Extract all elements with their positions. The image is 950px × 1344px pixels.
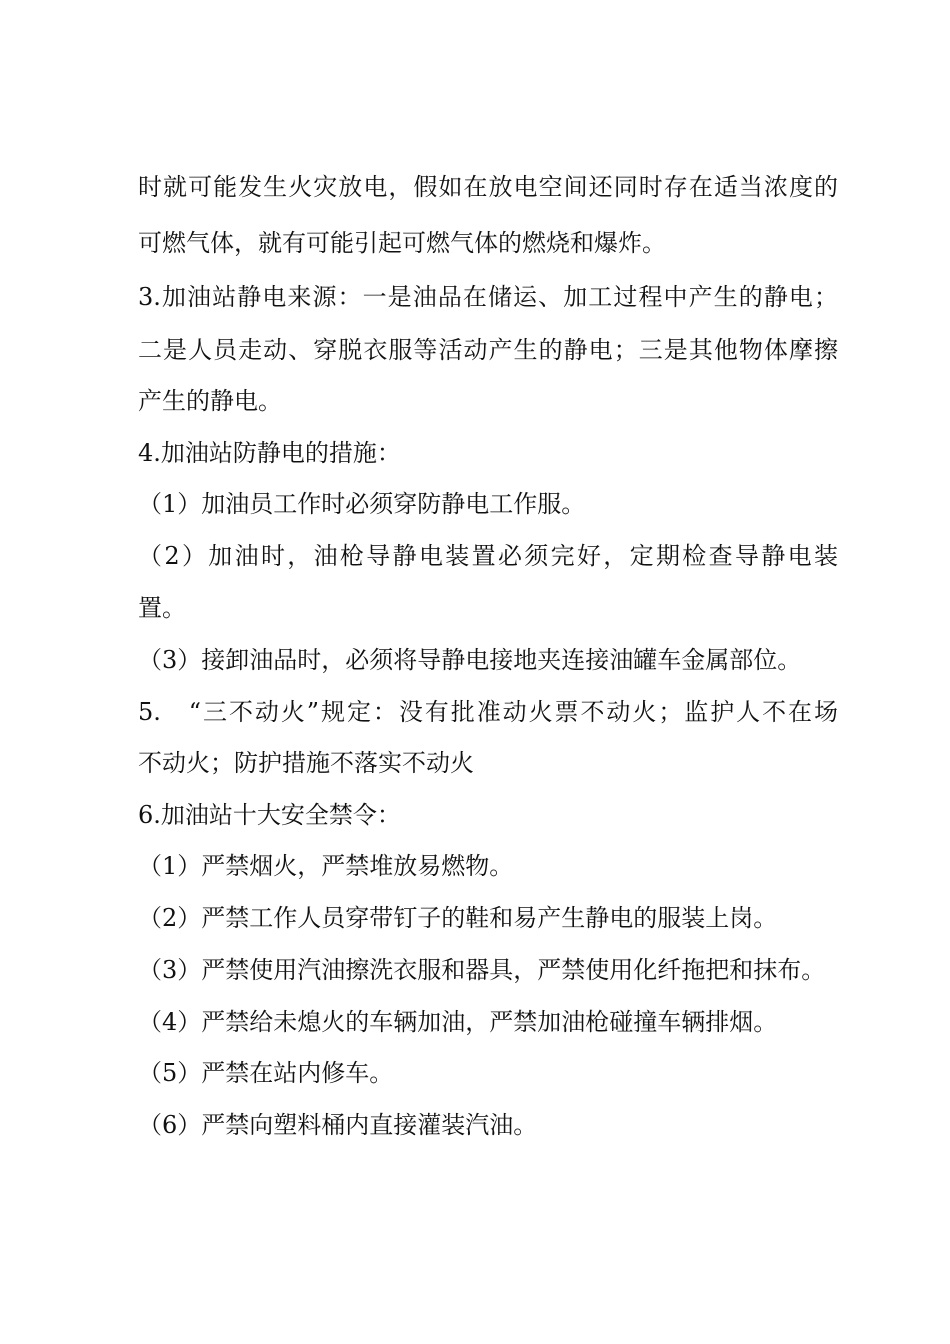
paragraph-line: 6.加油站十大安全禁令：: [138, 801, 401, 829]
paragraph-line: 5. “三不动火”规定：没有批准动火票不动火；监护人不在场: [138, 698, 838, 726]
paragraph-line: （1）严禁烟火，严禁堆放易燃物。: [138, 852, 514, 880]
paragraph-line: 产生的静电。: [138, 387, 282, 415]
paragraph-line: （3）严禁使用汽油擦洗衣服和器具，严禁使用化纤拖把和抹布。: [138, 956, 826, 984]
paragraph-line: 4.加油站防静电的措施：: [138, 439, 401, 467]
paragraph-line: 可燃气体，就有可能引起可燃气体的燃烧和爆炸。: [138, 229, 666, 257]
paragraph-line: （5）严禁在站内修车。: [138, 1059, 394, 1087]
paragraph-line: 二是人员走动、穿脱衣服等活动产生的静电；三是其他物体摩擦: [138, 336, 838, 364]
paragraph-line: （6）严禁向塑料桶内直接灌装汽油。: [138, 1111, 538, 1139]
paragraph-line: （3）接卸油品时，必须将导静电接地夹连接油罐车金属部位。: [138, 646, 802, 674]
paragraph-line: 3.加油站静电来源：一是油品在储运、加工过程中产生的静电；: [138, 283, 838, 311]
paragraph-line: 不动火；防护措施不落实不动火: [138, 749, 474, 777]
paragraph-line: 时就可能发生火灾放电，假如在放电空间还同时存在适当浓度的: [138, 173, 838, 201]
paragraph-line: （1）加油员工作时必须穿防静电工作服。: [138, 490, 586, 518]
paragraph-line: 置。: [138, 594, 186, 622]
paragraph-line: （4）严禁给未熄火的车辆加油，严禁加油枪碰撞车辆排烟。: [138, 1008, 778, 1036]
paragraph-line: （2）加油时，油枪导静电装置必须完好，定期检查导静电装: [138, 542, 838, 570]
paragraph-line: （2）严禁工作人员穿带钉子的鞋和易产生静电的服装上岗。: [138, 904, 778, 932]
